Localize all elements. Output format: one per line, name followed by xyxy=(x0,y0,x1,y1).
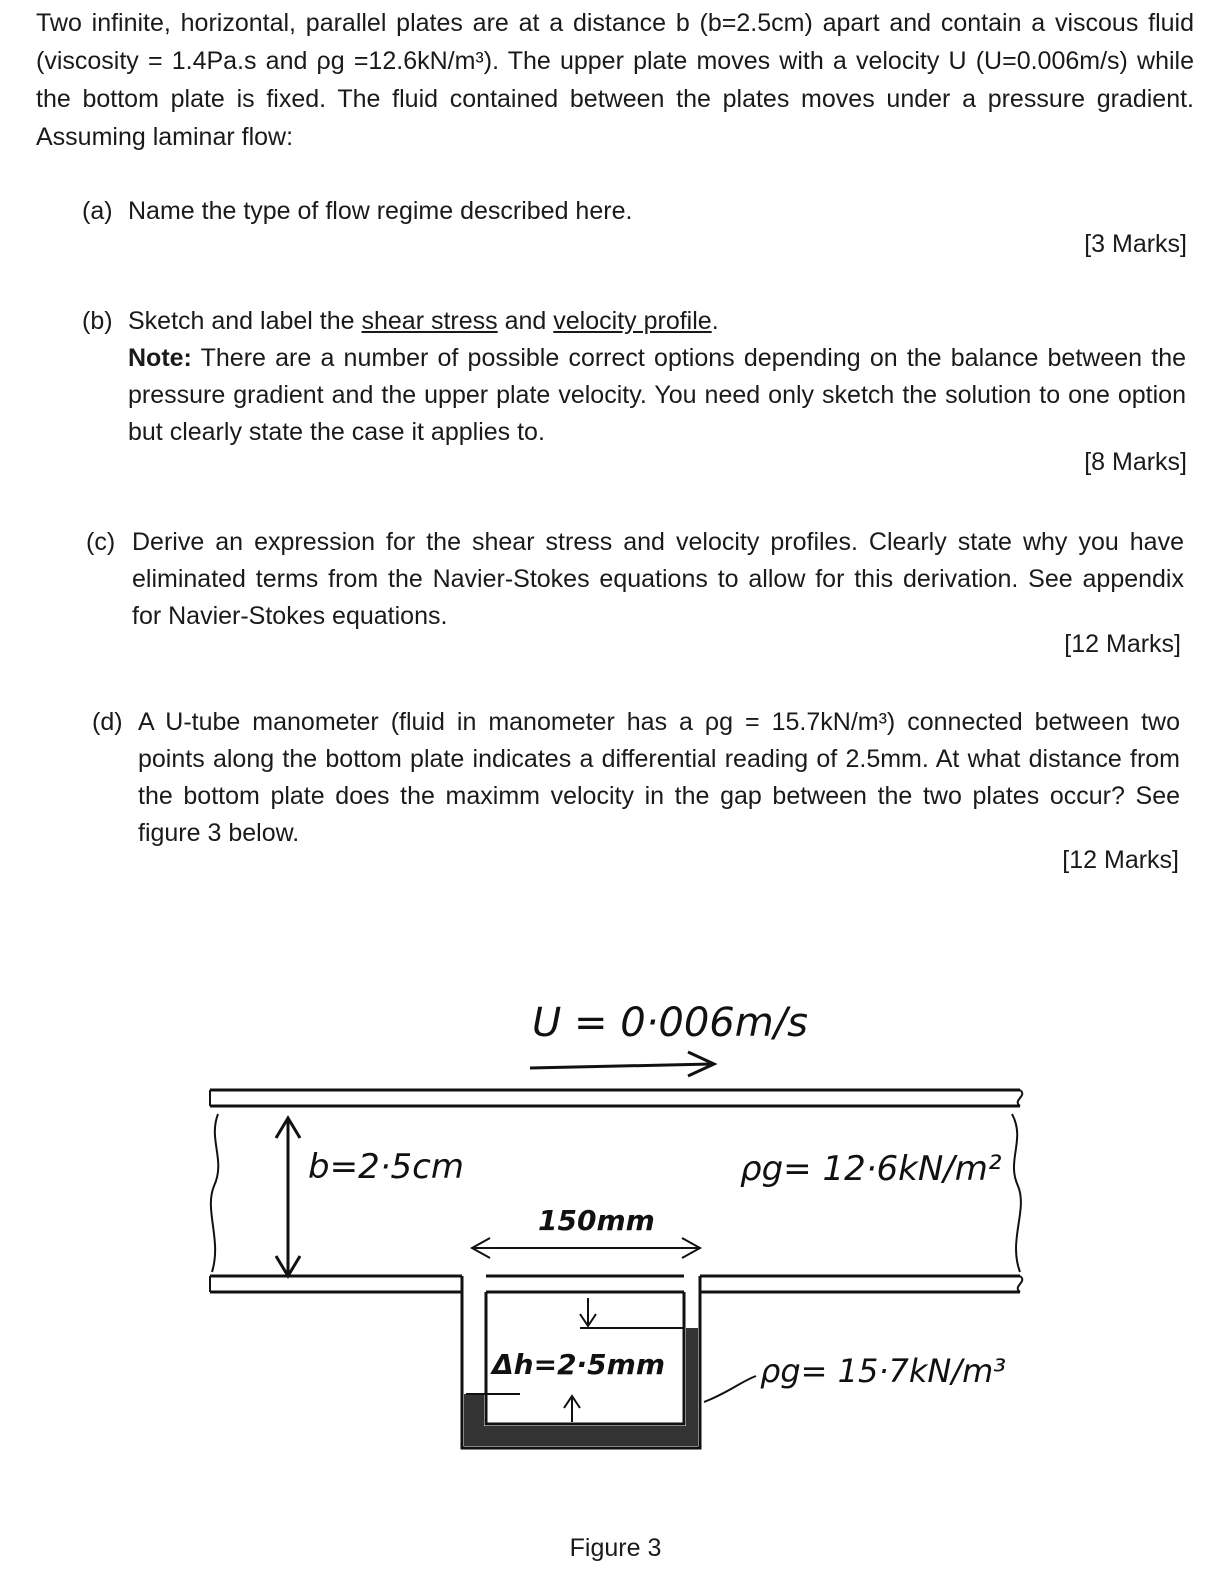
velocity-arrow xyxy=(530,1064,712,1068)
question-a-text: Name the type of flow regime described here. xyxy=(128,197,633,225)
intro-paragraph: Two infinite, horizontal, parallel plates are at a distance b (b=2.5cm) apart and contain a viscous fluid (viscosity = 1.4Pa.s and ρg =12.6kN/m³). The upper plate moves with a velocity U (U=0.006m/s) while the bottom plate is fixed. The fluid contained between the plates moves under a pressure gradient. Assuming laminar flow: xyxy=(36,9,1194,151)
question-b-text-pre: Sketch and label the xyxy=(128,307,362,335)
manometer-fluid-label: ρg= 15·7kN/m³ xyxy=(760,1352,1007,1390)
question-a-marks: [3 Marks] xyxy=(1084,230,1187,258)
question-a-label: (a) xyxy=(82,197,113,225)
question-b-text-post: . xyxy=(711,307,719,335)
question-b-shear-stress: shear stress xyxy=(361,307,498,335)
reading-label: Δh=2·5mm xyxy=(492,1348,666,1381)
fluid-right-break xyxy=(1012,1114,1021,1272)
question-a xyxy=(82,193,1182,230)
question-d-marks: [12 Marks] xyxy=(1062,846,1179,874)
question-b xyxy=(82,303,1186,451)
question-c-text: Derive an expression for the shear stress and velocity profiles. Clearly state why you have eliminated terms from the Navier-Stokes equations to allow for this derivation. See appendix for Navier-Stokes equations. xyxy=(132,528,1184,630)
fluid-density-label: ρg= 12·6kN/m² xyxy=(740,1149,1002,1189)
question-b-note-label: Note: xyxy=(128,344,192,372)
question-b-note-text: There are a number of possible correct options depending on the balance between the pressure gradient and the upper plate velocity. You need only sketch the solution to one option but clearly state the case it applies to. xyxy=(128,344,1186,446)
figure-caption: Figure 3 xyxy=(569,1534,662,1562)
spacing-label: 150mm xyxy=(538,1204,655,1237)
question-d-label: (d) xyxy=(92,708,123,736)
question-c xyxy=(86,524,1184,635)
gap-label: b=2·5cm xyxy=(308,1147,464,1187)
question-d-text: A U-tube manometer (fluid in manometer has a ρg = 15.7kN/m³) connected between two points along the bottom plate indicates a differential reading of 2.5mm. At what distance from the bottom plate does the maximm velocity in the gap between the two plates occur? See figure 3 below. xyxy=(138,708,1180,847)
manometer-leader-line xyxy=(704,1376,756,1402)
fluid-left-break xyxy=(211,1114,218,1272)
figure-3-diagram xyxy=(200,990,1100,1460)
question-c-marks: [12 Marks] xyxy=(1064,630,1181,658)
manometer-fluid-bottom xyxy=(464,1426,698,1446)
manometer-fluid-right xyxy=(686,1328,698,1446)
question-b-note xyxy=(82,340,1186,451)
question-b-text-mid: and xyxy=(497,307,554,335)
question-b-marks: [8 Marks] xyxy=(1084,448,1187,476)
question-b-velocity-profile: velocity profile xyxy=(553,307,712,335)
question-c-label: (c) xyxy=(86,528,116,556)
upper-plate-break xyxy=(1018,1090,1023,1106)
question-d xyxy=(92,704,1180,852)
question-b-label: (b) xyxy=(82,307,113,335)
bottom-plate-break xyxy=(1018,1276,1023,1292)
velocity-label: U = 0·006m/s xyxy=(532,1000,809,1046)
